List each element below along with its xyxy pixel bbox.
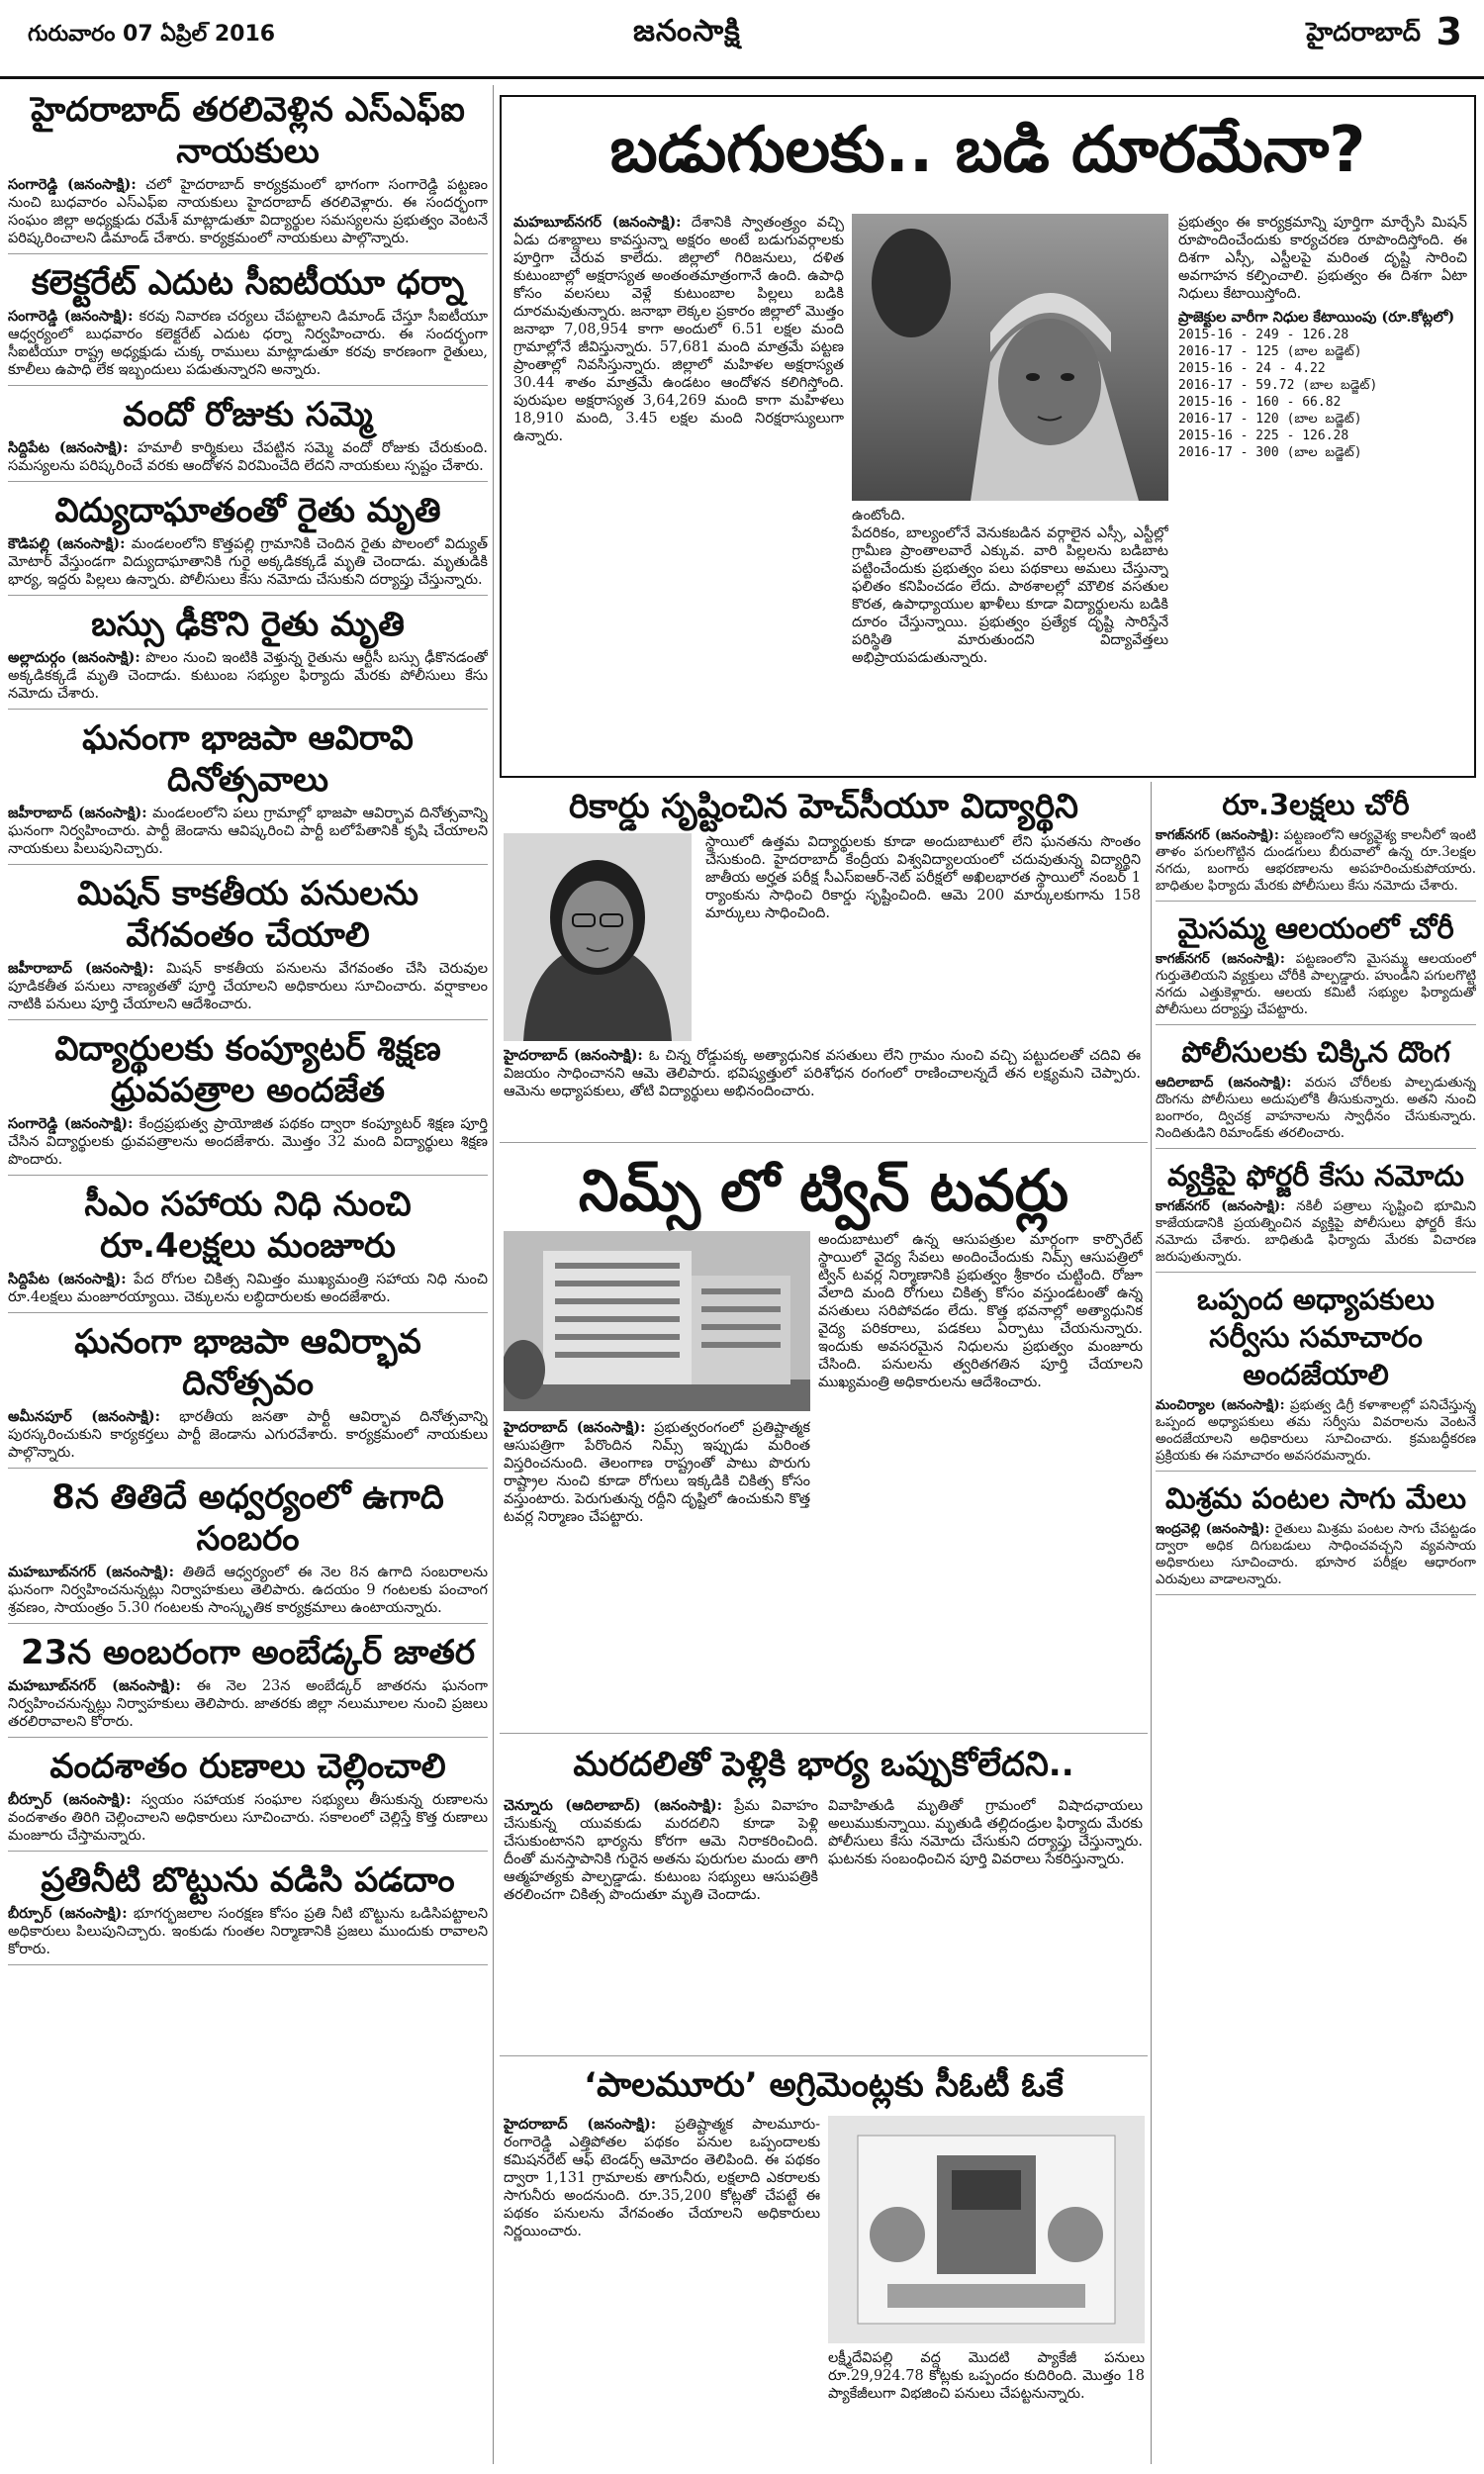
- palamuru-body-2: లక్ష్మీదేవిపల్లి వద్ద మొదటి ప్యాకేజీ పనులు రూ.29,924.78 కోట్లకు ఒప్పందం కుదిరింది. మొత్తం 18 ప్యాకేజీలుగా విభజించి పనులు చేపట్టనున్నారు.: [828, 2350, 1145, 2402]
- story-text: నకిలీ పత్రాలు సృష్టించి భూమిని కాజేయడానికి ప్రయత్నించిన వ్యక్తిపై పోలీసులు ఫోర్జరీ కేసు నమోదు చేశారు. బాధితుడి ఫిర్యాదు మేరకు విచారణ జరుపుతున్నారు.: [1156, 1198, 1476, 1265]
- story-body: [1156, 1075, 1476, 1142]
- story-body: [8, 1271, 488, 1306]
- lead-column-3: [1178, 214, 1467, 768]
- nims-dateline: హైదరాబాద్ (జనంసాక్షి):: [504, 1419, 646, 1436]
- story-text: పట్టణంలోని మైసమ్మ ఆలయంలో గుర్తుతెలియని వ్యక్తులు చోరీకి పాల్పడ్డారు. హుండీని పగులగొట్టి నగదు ఎత్తుకెళ్లారు. ఆలయ కమిటీ సభ్యుల ఫిర్యాదుతో పోలీసులు దర్యాప్తు చేపట్టారు.: [1156, 951, 1476, 1017]
- palamuru-body-1: ప్రతిష్టాత్మక పాలమూరు-రంగారెడ్డి ఎత్తిపోతల పథకం పనుల ఒప్పందాలకు కమిషనరేట్ ఆఫ్ టెండర్స్ ఆమోదం తెలిపింది. ఈ పథకం ద్వారా 1,131 గ్రామాలకు తాగునీరు, లక్షలాది ఎకరాలకు సాగునీరు అందనుంది. రూ.35,200 కోట్లతో చేపట్టే ఈ పథకం పనులను వేగవంతం చేయాలని అధికారులు నిర్ణయించారు.: [504, 2117, 820, 2239]
- maradali-dateline: చెన్నూరు (ఆదిలాబాద్) (జనంసాక్షి):: [504, 1797, 722, 1814]
- student-photo: [504, 833, 692, 1041]
- story-text: తితిదే ఆధ్వర్యంలో ఈ నెల 8న ఉగాది సంబరాలను ఘనంగా నిర్వహించనున్నట్లు నిర్వాహకులు తెలిపారు. ఉదయం 9 గంటలకు పంచాంగ శ్రవణం, సాయంత్రం 5.30 గంటలకు సాంస్కృతిక కార్యక్రమాలు ఉంటాయన్నారు.: [8, 1565, 488, 1616]
- story-text: ఈ నెల 23న అంబేడ్కర్ జాతరను ఘనంగా నిర్వహించనున్నట్లు నిర్వాహకులు తెలిపారు. జాతరకు జిల్లా నలుమూలల నుంచి ప్రజలు తరలిరావాలని కోరారు.: [8, 1678, 488, 1730]
- news-story: [8, 394, 488, 482]
- news-story: [1156, 1479, 1476, 1595]
- story-dateline: ఇంద్రవెల్లి (జనంసాక్షి):: [1156, 1521, 1270, 1537]
- maradali-column-2: [828, 1797, 1143, 2054]
- nims-story: [500, 1150, 1148, 1734]
- stats-line: 2016-17 - 125 (బాల బడ్జెట్): [1178, 344, 1362, 359]
- news-story: [1156, 786, 1476, 902]
- story-headline: 8న తితిదే అధ్వర్యంలో ఉగాది సంబరం: [51, 1477, 444, 1559]
- story-headline: కలెక్టరేట్ ఎదుట సీఐటీయూ ధర్నా: [31, 263, 465, 303]
- news-story: [8, 1746, 488, 1852]
- stats-line: 2016-17 - 59.72 (బాల బడ్జెట్): [1178, 378, 1378, 393]
- news-story: [8, 1184, 488, 1313]
- nims-headline: నిమ్స్ లో ట్విన్ టవర్లు: [578, 1157, 1069, 1224]
- story-dateline: కాగజ్‌నగర్ (జనంసాక్షి):: [1156, 1198, 1286, 1214]
- palamuru-dateline: హైదరాబాద్ (జనంసాక్షి):: [504, 2116, 657, 2133]
- story-text: పట్టణంలోని ఆర్యవైశ్య కాలనీలో ఇంటి తాళం పగులగొట్టిన దుండగులు బీరువాలో ఉన్న రూ.3లక్షల నగదు, బంగారు ఆభరణాలను అపహరించుకుపోయారు. బాధితుల ఫిర్యాదు మేరకు పోలీసులు కేసు నమోదు చేశారు.: [1156, 827, 1476, 894]
- lead-body-2: పేదరికం, బాల్యంలోనే వెనుకబడిన వర్గాలైన ఎస్సీ, ఎస్టీల్లో గ్రామీణ ప్రాంతాలవారే ఎక్కువ. వారి పిల్లలను బడిబాట పట్టించేందుకు ప్రభుత్వం పలు పథకాలు అమలు చేస్తున్నా ఫలితం కనిపించడం లేదు. పాఠశాలల్లో మౌలిక వసతుల కొరత, ఉపాధ్యాయుల ఖాళీలు కూడా విద్యార్థులను బడికి దూరం చేస్తున్నాయి. ప్రభుత్వం ప్రత్యేక దృష్టి సారిస్తేనే పరిస్థితి మారుతుందని విద్యావేత్తలు అభిప్రాయపడుతున్నారు.: [852, 525, 1168, 666]
- story-text: రైతులు మిశ్రమ పంటల సాగు చేపట్టడం ద్వారా అధిక దిగుబడులు సాధించవచ్చని వ్యవసాయ అధికారులు సూచించారు. భూసార పరీక్షల ఆధారంగా ఎరువులు వాడాలన్నారు.: [1156, 1521, 1476, 1587]
- palamuru-column-1: [504, 2116, 820, 2462]
- story-text: మిషన్ కాకతీయ పనులను వేగవంతం చేసి చెరువుల పూడికతీత పనులు నాణ్యతతో పూర్తి చేయాలని అధికారులు సూచించారు. వర్షాకాలం నాటికి పనులు పూర్తి చేయాలని ఆదేశించారు.: [8, 961, 488, 1012]
- pump-machinery-photo: [828, 2116, 1145, 2343]
- record-story: [500, 782, 1148, 1143]
- story-body: [8, 1905, 488, 1958]
- record-body-1: స్థాయిలో ఉత్తమ విద్యార్థులకు కూడా అందుబాటులో లేని ఘనతను సొంతం చేసుకుంది. హైదరాబాద్ కేంద్రీయ విశ్వవిద్యాలయంలో చదువుతున్న విద్యార్థిని జాతీయ అర్హత పరీక్ష సీఎస్ఐఆర్-నెట్ పరీక్షలో అఖిలభారత స్థాయిలో నంబర్ 1 ర్యాంకును సాధించి రికార్డు సృష్టించింది. ఆమె 200 మార్కులకుగాను 158 మార్కులు సాధించింది.: [705, 834, 1141, 921]
- story-dateline: బీర్పూర్ (జనంసాక్షి):: [8, 1905, 128, 1922]
- page-number: 3: [1436, 10, 1462, 53]
- story-dateline: జహీరాబాద్ (జనంసాక్షి):: [8, 805, 147, 821]
- lead-stats-title: ప్రాజెక్టుల వారీగా నిధుల కేటాయింపు (రూ.కోట్లలో): [1178, 309, 1455, 326]
- lead-caption: ఉంటోంది.: [852, 508, 906, 523]
- story-headline: ఒప్పంద అధ్యాపకులు సర్వీసు సమాచారం అందజేయాలి: [1197, 1283, 1435, 1391]
- story-dateline: మహబూబ్‌నగర్ (జనంసాక్షి):: [8, 1564, 174, 1580]
- lead-story: [500, 95, 1476, 778]
- news-story: [8, 1028, 488, 1176]
- nims-column-1: [818, 1231, 1143, 1726]
- story-body: [8, 1408, 488, 1462]
- record-column-2: [504, 1047, 1141, 1141]
- maradali-body-2: వివాహితుడి మృతితో గ్రామంలో విషాదఛాయలు అలుముకున్నాయి. మృతుడి తల్లిదండ్రుల ఫిర్యాదు మేరకు పోలీసులు కేసు నమోదు చేసుకుని దర్యాప్తు చేస్తున్నారు. ఘటనకు సంబంధించిన పూర్తి వివరాలు సేకరిస్తున్నారు.: [828, 1798, 1143, 1867]
- news-story: [1156, 1281, 1476, 1472]
- story-dateline: సిద్దిపేట (జనంసాక్షి):: [8, 1271, 127, 1287]
- lead-column-2: [852, 507, 1168, 768]
- story-text: మండలంలోని కొత్తపల్లి గ్రామానికి చెందిన రైతు పొలంలో విద్యుత్ మోటార్ వేస్తుండగా విద్యుదాఘాతానికి గురై అక్కడికక్కడే మృతి చెందాడు. మృతుడికి భార్య, ఇద్దరు పిల్లలు ఉన్నారు. పోలీసులు కేసు నమోదు చేసుకుని దర్యాప్తు చేస్తున్నారు.: [8, 536, 488, 588]
- story-text: కరవు నివారణ చర్యలు చేపట్టాలని డిమాండ్ చేస్తూ సీఐటీయూ ఆధ్వర్యంలో బుధవారం కలెక్టరేట్ ఎదుట ధర్నా నిర్వహించారు. ఈ సందర్భంగా సీఐటీయూ రాష్ట్ర అధ్యక్షుడు చుక్క రాములు మాట్లాడుతూ కరవు కారణంగా రైతులు, కూలీలు ఉపాధి లేక ఇబ్బందులు పడుతున్నారని అన్నారు.: [8, 309, 488, 378]
- story-headline: మిషన్ కాకతీయ పనులను వేగవంతం చేయాలి: [76, 874, 419, 955]
- story-body: [1156, 1521, 1476, 1588]
- story-dateline: బీర్పూర్ (జనంసాక్షి):: [8, 1791, 132, 1808]
- story-dateline: జహీరాబాద్ (జనంసాక్షి):: [8, 960, 154, 977]
- maradali-story: [500, 1740, 1148, 2056]
- story-headline: పోలీసులకు చిక్కిన దొంగ: [1181, 1035, 1450, 1069]
- story-dateline: సంగారెడ్డి (జనంసాక్షి):: [8, 1115, 134, 1132]
- story-headline: 23న అంబరంగా అంబేడ్కర్ జాతర: [20, 1633, 476, 1672]
- story-headline: వ్యక్తిపై ఫోర్జరీ కేసు నమోదు: [1167, 1159, 1464, 1192]
- nims-body-1: అందుబాటులో ఉన్న ఆసుపత్రుల మార్గంగా కార్పొరేట్ స్థాయిలో వైద్య సేవలు అందించేందుకు నిమ్స్ ఆసుపత్రిలో ట్విన్ టవర్ల నిర్మాణానికి ప్రభుత్వం శ్రీకారం చుట్టింది. రోజూ వేలాది మంది రోగులు చికిత్స కోసం వస్తుండటంతో ఉన్న వసతులు సరిపోవడం లేదు. కొత్త భవనాల్లో అత్యాధునిక వైద్య పరికరాలు, పడకలు ఏర్పాటు చేయనున్నారు. ఇందుకు అవసరమైన నిధులను ప్రభుత్వం మంజూరు చేసింది. పనులను త్వరితగతిన పూర్తి చేయాలని ముఖ్యమంత్రి అధికారులను ఆదేశించారు.: [818, 1232, 1143, 1390]
- story-text: కేంద్రప్రభుత్వ ప్రాయోజిత పథకం ద్వారా కంప్యూటర్ శిక్షణ పూర్తి చేసిన విద్యార్థులకు ధ్రువపత్రాలను అందజేశారు. మొత్తం 32 మంది విద్యార్థులు శిక్షణ పొందారు.: [8, 1116, 488, 1168]
- story-dateline: ఆదిలాబాద్ (జనంసాక్షి):: [1156, 1075, 1292, 1091]
- right-news-column: [1156, 782, 1476, 2464]
- maradali-body-1: ప్రేమ వివాహం చేసుకున్న యువకుడు మరదలిని కూడా పెళ్లి చేసుకుంటానని భార్యను కోరగా ఆమె నిరాకరించింది. దీంతో మనస్తాపానికి గురైన అతను పురుగుల మందు తాగి ఆత్మహత్యకు పాల్పడ్డాడు. కుటుంబ సభ్యులు ఆసుపత్రికి తరలించగా చికిత్స పొందుతూ మృతి చెందాడు.: [504, 1798, 818, 1903]
- lead-column-1: [513, 214, 844, 768]
- news-story: [1156, 1157, 1476, 1273]
- story-dateline: సంగారెడ్డి (జనంసాక్షి):: [8, 176, 137, 193]
- story-body: [8, 439, 488, 475]
- news-story: [1156, 1033, 1476, 1149]
- news-story: [8, 1476, 488, 1624]
- story-headline: విద్యుదాఘాతంతో రైతు మృతి: [54, 491, 441, 530]
- stats-line: 2016-17 - 300 (బాల బడ్జెట్): [1178, 445, 1362, 460]
- column-divider: [1151, 782, 1152, 2464]
- story-dateline: కాగజ్‌నగర్ (జనంసాక్షి):: [1156, 951, 1285, 967]
- maradali-column-1: [504, 1797, 818, 2054]
- news-story: [8, 717, 488, 865]
- story-body: [8, 176, 488, 247]
- left-news-column: [8, 85, 488, 2460]
- news-story: [8, 490, 488, 596]
- story-body: [8, 535, 488, 589]
- story-body: [1156, 1198, 1476, 1266]
- story-dateline: కౌడిపల్లి (జనంసాక్షి):: [8, 535, 126, 552]
- lead-headline: బడుగులకు.. బడి దూరమేనా?: [609, 114, 1366, 187]
- lead-body-1: దేశానికి స్వాతంత్ర్యం వచ్చి ఏడు దశాబ్దాలు కావస్తున్నా అక్షరం అంటే బడుగువర్గాలకు పూర్తిగా చేరువ కాలేదు. జిల్లాలో గిరిజనులు, దళిత కుటుంబాల్లో అక్షరాస్యత అంతంతమాత్రంగానే ఉంది. ఉపాధి కోసం వలసలు వెళ్లే కుటుంబాల పిల్లలు బడికి దూరమవుతున్నారు. జనాభా లెక్కల ప్రకారం జిల్లాలో మొత్తం జనాభా 7,08,954 కాగా అందులో 6.51 లక్షల మంది గ్రామాల్లోనే జీవిస్తున్నారు. 57,681 మంది మాత్రమే పట్టణ ప్రాంతాల్లో నివసిస్తున్నారు. జిల్లాలో మహిళల అక్షరాస్యత 30.44 శాతం మాత్రమే ఉండటం ఆందోళన కలిగిస్తోంది. పురుషుల అక్షరాస్యత 3,64,269 మంది కాగా మహిళలు 18,910 మంది, 3.45 లక్షల మంది నిరక్షరాస్యులుగా ఉన్నారు.: [513, 215, 844, 444]
- lead-stats-list: [1178, 327, 1467, 461]
- story-body: [8, 960, 488, 1013]
- story-dateline: మహబూబ్‌నగర్ (జనంసాక్షి):: [8, 1677, 181, 1694]
- stats-line: 2015-16 - 225 - 126.28: [1178, 428, 1349, 443]
- news-story: [8, 89, 488, 254]
- nims-column-2: [504, 1419, 810, 1726]
- story-text: పేద రోగుల చికిత్స నిమిత్తం ముఖ్యమంత్రి సహాయ నిధి నుంచి రూ.4లక్షలు మంజూరయ్యాయి. చెక్కులను లబ్ధిదారులకు అందజేశారు.: [8, 1272, 488, 1305]
- story-dateline: సిద్దిపేట (జనంసాక్షి):: [8, 439, 129, 456]
- record-dateline: హైదరాబాద్ (జనంసాక్షి):: [504, 1047, 643, 1064]
- issue-date: గురువారం 07 ఏప్రిల్ 2016: [28, 22, 276, 47]
- story-headline: ప్రతినీటి బొట్టును వడిసి పడదాం: [41, 1860, 455, 1900]
- story-text: పొలం నుంచి ఇంటికి వెళ్తున్న రైతును ఆర్టీసీ బస్సు ఢీకొనడంతో అక్కడికక్కడే మృతి చెందాడు. కుటుంబ సభ్యుల ఫిర్యాదు మేరకు పోలీసులు కేసు నమోదు చేశారు.: [8, 650, 488, 702]
- news-story: [8, 873, 488, 1020]
- stats-line: 2015-16 - 160 - 66.82: [1178, 395, 1342, 410]
- lead-body-3: ప్రభుత్వం ఈ కార్యక్రమాన్ని పూర్తిగా మార్చేసి మిషన్ రూపొందించేందుకు కార్యచరణ రూపొందిస్తోంది. ఈ దిశగా ఎస్సీ, ఎస్టీలపై మరింత దృష్టి సారించి అవగాహన కల్పించాలి. ప్రభుత్వం ఈ దిశగా ఏటా నిధులు కేటాయిస్తోంది.: [1178, 215, 1467, 302]
- stats-line: 2015-16 - 24 - 4.22: [1178, 361, 1326, 376]
- record-body-2: ఓ చిన్న రోడ్డుపక్క అత్యాధునిక వసతులు లేని గ్రామం నుంచి వచ్చి పట్టుదలతో చదివి ఈ విజయం సాధించానని ఆమె తెలిపారు. భవిష్యత్తులో పరిశోధన రంగంలో రాణించాలన్నదే తన లక్ష్యమని చెప్పారు. ఆమెను అధ్యాపకులు, తోటి విద్యార్థులు అభినందించారు.: [504, 1048, 1141, 1099]
- story-body: [8, 308, 488, 379]
- edition-city: హైదరాబాద్: [1306, 18, 1421, 48]
- news-story: [8, 604, 488, 710]
- story-headline: బస్సు ఢీకొని రైతు మృతి: [91, 605, 405, 644]
- news-story: [8, 262, 488, 386]
- newspaper-logo: జనంసాక్షి: [633, 14, 741, 48]
- news-story: [8, 1321, 488, 1469]
- story-body: [1156, 951, 1476, 1018]
- stats-line: 2015-16 - 249 - 126.28: [1178, 328, 1349, 342]
- story-dateline: అమీనపూర్ (జనంసాక్షి):: [8, 1408, 161, 1425]
- column-divider: [493, 85, 494, 2464]
- story-body: [1156, 1397, 1476, 1465]
- palamuru-column-2: [828, 2349, 1145, 2462]
- lead-photo-girl: [852, 214, 1168, 501]
- story-body: [8, 1677, 488, 1731]
- story-headline: విద్యార్థులకు కంప్యూటర్ శిక్షణ ధ్రువపత్రాల అందజేత: [54, 1029, 441, 1110]
- story-body: [8, 1791, 488, 1845]
- story-text: భూగర్భజలాల సంరక్షణ కోసం ప్రతి నీటి బొట్టును ఒడిసిపట్టాలని అధికారులు పిలుపునిచ్చారు. ఇంకుడు గుంతల నిర్మాణానికి ప్రజలు ముందుకు రావాలని కోరారు.: [8, 1906, 488, 1957]
- story-text: వరుస చోరీలకు పాల్పడుతున్న దొంగను పోలీసులు అదుపులోకి తీసుకున్నారు. అతని నుంచి బంగారం, ద్విచక్ర వాహనాలను స్వాధీనం చేసుకున్నారు. నిందితుడిని రిమాండ్‌కు తరలించారు.: [1156, 1075, 1476, 1141]
- masthead: [0, 0, 1484, 79]
- story-headline: రూ.3లక్షలు చోరీ: [1222, 788, 1410, 821]
- record-headline: రికార్డు సృష్టించిన హెచ్‌సీయూ విద్యార్థిని: [568, 787, 1078, 826]
- stats-line: 2016-17 - 120 (బాల బడ్జెట్): [1178, 412, 1362, 427]
- story-dateline: అల్లాదుర్గం (జనంసాక్షి):: [8, 649, 140, 666]
- story-body: [8, 1564, 488, 1617]
- nims-body-2: ప్రభుత్వరంగంలో ప్రతిష్టాత్మక ఆసుపత్రిగా పేరొందిన నిమ్స్ ఇప్పుడు మరింత విస్తరించనుంది. తెలంగాణ రాష్ట్రంతో పాటు పొరుగు రాష్ట్రాల నుంచి కూడా రోగులు ఇక్కడికి చికిత్స కోసం వస్తుంటారు. పెరుగుతున్న రద్దీని దృష్టిలో ఉంచుకుని కొత్త టవర్ల నిర్మాణం చేపట్టారు.: [504, 1420, 810, 1525]
- story-text: స్వయం సహాయక సంఘాల సభ్యులు తీసుకున్న రుణాలను వందశాతం తిరిగి చెల్లించాలని అధికారులు సూచించారు. సకాలంలో చెల్లిస్తే కొత్త రుణాలు మంజూరు చేస్తామన్నారు.: [8, 1792, 488, 1844]
- story-text: మండలంలోని పలు గ్రామాల్లో భాజపా ఆవిర్భావ దినోత్సవాన్ని ఘనంగా నిర్వహించారు. పార్టీ జెండాను ఆవిష్కరించి పార్టీ బలోపేతానికి కృషి చేయాలని నాయకులు పిలుపునిచ్చారు.: [8, 806, 488, 857]
- story-headline: ఘనంగా భాజపా ఆవిరావి దినోత్సవాలు: [82, 718, 414, 800]
- story-text: భారతీయ జనతా పార్టీ ఆవిర్భావ దినోత్సవాన్ని పురస్కరించుకుని కార్యకర్తలు పార్టీ జెండాను ఎగురవేశారు. కార్యక్రమంలో నాయకులు పాల్గొన్నారు.: [8, 1409, 488, 1461]
- story-headline: సీఎం సహాయ నిధి నుంచి రూ.4లక్షలు మంజూరు: [84, 1185, 412, 1266]
- story-headline: మిశ్రమ పంటల సాగు మేలు: [1165, 1481, 1466, 1515]
- story-headline: హైదరాబాద్ తరలివెళ్లిన ఎస్ఎఫ్ఐ నాయకులు: [31, 90, 465, 171]
- record-column-1: [705, 833, 1141, 1046]
- story-dateline: మంచిర్యాల (జనంసాక్షి):: [1156, 1397, 1285, 1413]
- story-body: [1156, 827, 1476, 895]
- story-body: [8, 805, 488, 858]
- lead-dateline: మహబూబ్‌నగర్ (జనంసాక్షి):: [513, 214, 682, 231]
- story-dateline: సంగారెడ్డి (జనంసాక్షి):: [8, 308, 134, 325]
- maradali-headline: మరదలితో పెళ్లికి భార్య ఒప్పుకోలేదని..: [573, 1745, 1074, 1784]
- story-headline: మైసమ్మ ఆలయంలో చోరీ: [1177, 911, 1454, 945]
- news-story: [8, 1632, 488, 1738]
- story-body: [8, 649, 488, 703]
- story-text: ప్రభుత్వ డిగ్రీ కళాశాలల్లో పనిచేస్తున్న ఒప్పంద అధ్యాపకులు తమ సర్వీసు వివరాలను వెంటనే అందజేయాలని అధికారులు సూచించారు. క్రమబద్ధీకరణ ప్రక్రియకు ఈ సమాచారం అవసరమన్నారు.: [1156, 1397, 1476, 1464]
- story-text: చలో హైదరాబాద్ కార్యక్రమంలో భాగంగా సంగారెడ్డి పట్టణం నుంచి బుధవారం ఎస్ఎఫ్ఐ నాయకులు హైదరాబాద్ తరలివెళ్లారు. ఈ సందర్భంగా సంఘం జిల్లా అధ్యక్షుడు రమేశ్ మాట్లాడుతూ విద్యార్థుల సమస్యలను ప్రభుత్వం వెంటనే పరిష్కరించాలని డిమాండ్ చేశారు. కార్యక్రమంలో నాయకులు పాల్గొన్నారు.: [8, 177, 488, 246]
- news-story: [8, 1859, 488, 1965]
- story-headline: వందశాతం రుణాలు చెల్లించాలి: [49, 1747, 446, 1786]
- palamuru-story: [500, 2060, 1148, 2466]
- story-headline: ఘనంగా భాజపా ఆవిర్భావ దినోత్సవం: [74, 1322, 421, 1403]
- palamuru-headline: ‘పాలమూరు’ అగ్రిమెంట్లకు సీఓటీ ఓకే: [584, 2065, 1064, 2105]
- news-story: [1156, 909, 1476, 1025]
- story-body: [8, 1115, 488, 1169]
- story-headline: వందో రోజుకు సమ్మె: [123, 395, 373, 434]
- nims-building-photo: [504, 1231, 810, 1411]
- story-dateline: కాగజ్‌నగర్ (జనంసాక్షి):: [1156, 827, 1279, 843]
- story-text: హమాలీ కార్మికులు చేపట్టిన సమ్మె వందో రోజుకు చేరుకుంది. సమస్యలను పరిష్కరించే వరకు ఆందోళన విరమించేది లేదని నాయకులు స్పష్టం చేశారు.: [8, 440, 488, 474]
